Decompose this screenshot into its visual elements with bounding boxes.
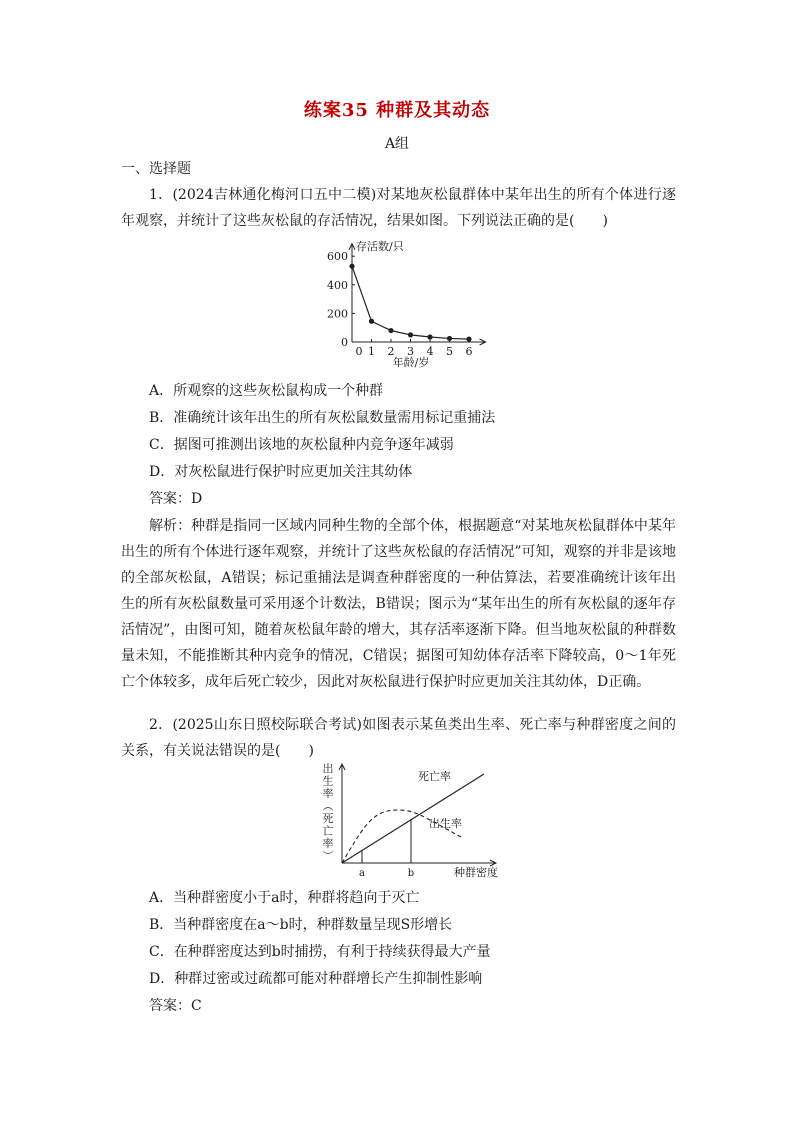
q1-answer: 答案：D	[149, 491, 203, 507]
q2-option-b: B．当种群密度在a～b时，种群数量呈现S形增长	[149, 917, 453, 933]
x-tick-label: 3	[407, 345, 414, 358]
x-tick-label-b: b	[407, 868, 415, 879]
data-point	[408, 332, 413, 337]
q1-option-c: C．据图可推测出该地的灰松鼠种内竞争逐年减弱	[149, 437, 454, 453]
death-rate-line	[342, 774, 484, 863]
data-point	[388, 328, 393, 333]
x-tick-label: 4	[426, 345, 434, 358]
x-axis-label: 年龄/岁	[392, 356, 430, 369]
q2-option-d: D．种群过密或过疏都可能对种群增长产生抑制性影响	[149, 971, 483, 987]
series-label-death-rate: 死亡率	[418, 770, 451, 783]
data-point	[349, 264, 354, 269]
q2-stem: 2．(2025山东日照校际联合考试)如图表示某鱼类出生率、死亡率与种群密度之间的关系，有关说法错误的是( )	[121, 717, 676, 759]
y-axis-label: 出生率︵死亡率︶	[322, 762, 334, 863]
q1-analysis: 解析：种群是指同一区域内同种生物的全部个体，根据题意“对某地灰松鼠群体中某年出生的所有个体进行逐年观察，并统计了这些灰松鼠的存活情况”可知，观察的并非是该地的全部灰松鼠，A错误；标记重捕法是调查种群密度的一种估算法，若要准确统计该年出生的所有灰松鼠数量可采用逐个计数法，B错误；图示为“某年出生的所有灰松鼠的逐年存活情况”，由图可知，随着灰松鼠年龄的增大，其存活率逐渐下降。但当地灰松鼠的种群数量未知，不能推断其种内竞争的情况，C错误；据图可知幼体存活率下降较高，0～1年死亡个体较多，成年后死亡较少，因此对灰松鼠进行保护时应更加关注其幼体，D正确。	[121, 518, 676, 690]
q1-option-d: D．对灰松鼠进行保护时应更加关注其幼体	[149, 464, 413, 480]
q1-option-a: A．所观察的这些灰松鼠构成一个种群	[149, 383, 384, 399]
x-tick-label: 5	[446, 345, 453, 358]
q2-option-c: C．在种群密度达到b时捕捞，有利于持续获得最大产量	[149, 944, 491, 960]
group-heading: A组	[384, 136, 410, 152]
q1-option-b: B．准确统计该年出生的所有灰松鼠数量需用标记重捕法	[149, 410, 496, 426]
x-tick-label-a: a	[359, 868, 365, 879]
q1-stem: 1．(2024吉林通化梅河口五中二模)对某地灰松鼠群体中某年出生的所有个体进行逐年观察，并统计了这些灰松鼠的存活情况，结果如图。下列说法正确的是( )	[121, 187, 676, 229]
section-heading: 一、选择题	[121, 161, 191, 177]
rate-chart	[316, 760, 506, 882]
page-title: 练案35 种群及其动态	[303, 100, 491, 121]
y-tick-label: 200	[327, 307, 348, 321]
x-axis-label: 种群密度	[454, 866, 498, 879]
series-label-birth-rate: 出生率	[429, 817, 462, 830]
x-tick-label: 1	[368, 345, 375, 358]
y-axis-label: 存活数/只	[356, 240, 404, 253]
x-tick-label: 2	[387, 345, 395, 358]
q2-option-a: A．当种群密度小于a时，种群将趋向于灭亡	[149, 890, 420, 906]
y-tick-label: 600	[327, 250, 348, 264]
y-tick-label: 0	[341, 336, 348, 349]
q2-answer: 答案：C	[149, 998, 202, 1014]
data-point	[427, 334, 432, 339]
x-tick-label: 0	[355, 345, 363, 358]
data-point	[369, 319, 374, 324]
x-tick-label: 6	[465, 345, 473, 358]
survival-chart	[316, 236, 506, 370]
data-point	[466, 337, 471, 342]
data-point	[447, 336, 452, 341]
y-tick-label: 400	[327, 278, 348, 292]
survival-line	[352, 266, 469, 339]
